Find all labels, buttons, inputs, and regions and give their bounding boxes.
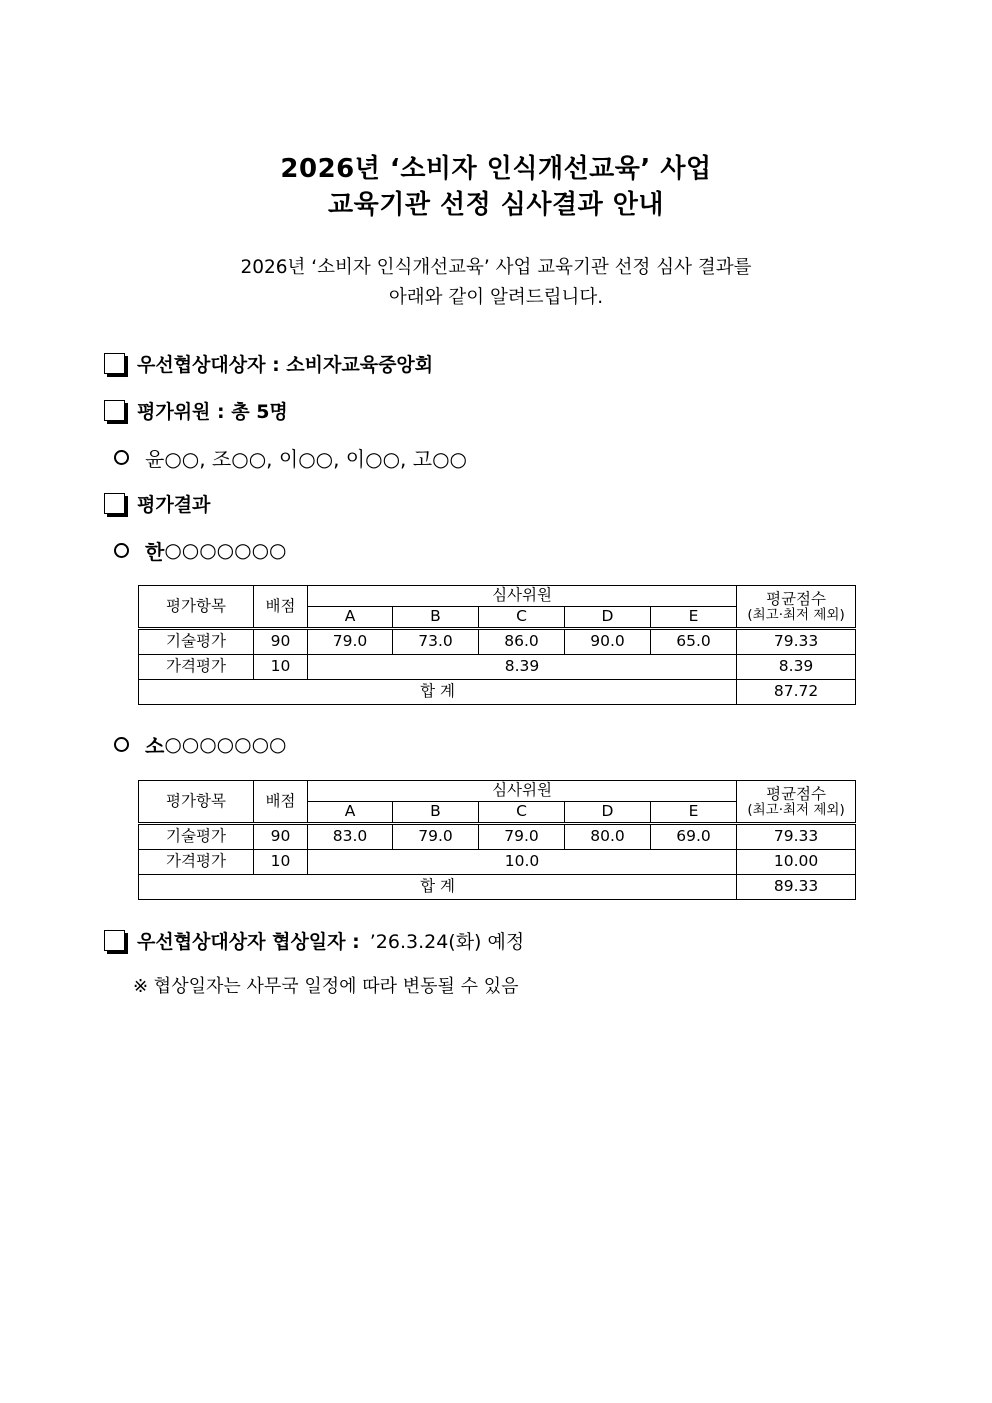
score-d: 90.0 xyxy=(565,629,651,655)
price-average: 8.39 xyxy=(737,655,856,680)
header-judge-e: E xyxy=(651,802,737,824)
table-row xyxy=(139,850,856,875)
negotiation-note: ※ 협상일자는 사무국 일정에 따라 변동될 수 있음 xyxy=(133,976,519,997)
score-table xyxy=(138,780,856,900)
header-judge-b: B xyxy=(393,802,479,824)
header-average xyxy=(737,781,856,824)
score-a: 79.0 xyxy=(308,629,393,655)
document-title-line2: 교육기관 선정 심사결과 안내 xyxy=(327,190,665,220)
checkbox-square-icon xyxy=(104,493,125,514)
priority-text: 우선협상대상자 : 소비자교육중앙회 xyxy=(137,353,434,376)
header-item: 평가항목 xyxy=(139,781,254,824)
checkbox-square-icon xyxy=(104,930,125,951)
table-row xyxy=(139,655,856,680)
header-average-line2: (최고·최저 제외) xyxy=(747,606,845,623)
table-row xyxy=(139,680,856,705)
table-row xyxy=(139,824,856,850)
header-judge-c: C xyxy=(479,607,565,629)
evaluators-list: 윤○○, 조○○, 이○○, 이○○, 고○○ xyxy=(145,446,467,471)
negotiation-date: ’26.3.24(화) 예정 xyxy=(369,930,525,953)
circle-bullet-icon xyxy=(114,737,129,752)
header-item: 평가항목 xyxy=(139,586,254,629)
score-d: 80.0 xyxy=(565,824,651,850)
row-label-price: 가격평가 xyxy=(139,850,254,875)
checkbox-square-icon xyxy=(104,400,125,421)
section-priority xyxy=(104,349,433,377)
header-average-line1: 평균점수 xyxy=(766,784,826,803)
header-points: 배점 xyxy=(254,586,308,629)
org-rest: ○○○○○○○ xyxy=(164,538,287,562)
evaluators-title: 평가위원 : 총 5명 xyxy=(137,400,288,423)
score-e: 65.0 xyxy=(651,629,737,655)
header-judge-a: A xyxy=(308,607,393,629)
score-table xyxy=(138,585,856,705)
result-org-heading xyxy=(114,729,287,759)
header-judge-a: A xyxy=(308,802,393,824)
total-score: 87.72 xyxy=(737,680,856,705)
row-label-price: 가격평가 xyxy=(139,655,254,680)
row-label-tech: 기술평가 xyxy=(139,824,254,850)
score-c: 86.0 xyxy=(479,629,565,655)
org-prefix: 한 xyxy=(145,539,165,564)
price-score: 8.39 xyxy=(308,655,737,680)
header-average xyxy=(737,586,856,629)
tech-points: 90 xyxy=(254,824,308,850)
header-judge-e: E xyxy=(651,607,737,629)
score-e: 69.0 xyxy=(651,824,737,850)
score-c: 79.0 xyxy=(479,824,565,850)
document-title-line1: 2026년 ‘소비자 인식개선교육’ 사업 xyxy=(280,154,712,184)
tech-average: 79.33 xyxy=(737,824,856,850)
tech-points: 90 xyxy=(254,629,308,655)
row-label-total: 합 계 xyxy=(139,680,737,705)
header-average-line1: 평균점수 xyxy=(766,589,826,608)
table-row xyxy=(139,629,856,655)
header-judge-b: B xyxy=(393,607,479,629)
row-label-tech: 기술평가 xyxy=(139,629,254,655)
intro-line2: 아래와 같이 알려드립니다. xyxy=(388,287,604,308)
header-judge-d: D xyxy=(565,802,651,824)
score-b: 73.0 xyxy=(393,629,479,655)
header-average-line2: (최고·최저 제외) xyxy=(747,801,845,818)
evaluators-list-item xyxy=(114,442,467,472)
row-label-total: 합 계 xyxy=(139,875,737,900)
checkbox-square-icon xyxy=(104,353,125,374)
price-score: 10.0 xyxy=(308,850,737,875)
result-org-heading xyxy=(114,535,287,565)
score-b: 79.0 xyxy=(393,824,479,850)
header-points: 배점 xyxy=(254,781,308,824)
price-points: 10 xyxy=(254,655,308,680)
header-judges: 심사위원 xyxy=(308,586,737,607)
price-points: 10 xyxy=(254,850,308,875)
circle-bullet-icon xyxy=(114,543,129,558)
org-rest: ○○○○○○○ xyxy=(164,732,287,756)
intro-line1: 2026년 ‘소비자 인식개선교육’ 사업 교육기관 선정 심사 결과를 xyxy=(240,257,752,278)
section-negotiation xyxy=(104,926,524,954)
results-title: 평가결과 xyxy=(137,493,211,516)
header-judge-d: D xyxy=(565,607,651,629)
circle-bullet-icon xyxy=(114,450,129,465)
section-results xyxy=(104,489,210,517)
header-judges: 심사위원 xyxy=(308,781,737,802)
total-score: 89.33 xyxy=(737,875,856,900)
table-row xyxy=(139,875,856,900)
header-judge-c: C xyxy=(479,802,565,824)
section-evaluators xyxy=(104,396,288,424)
negotiation-label: 우선협상대상자 협상일자 : xyxy=(137,930,360,953)
score-a: 83.0 xyxy=(308,824,393,850)
price-average: 10.00 xyxy=(737,850,856,875)
tech-average: 79.33 xyxy=(737,629,856,655)
org-prefix: 소 xyxy=(145,733,165,758)
